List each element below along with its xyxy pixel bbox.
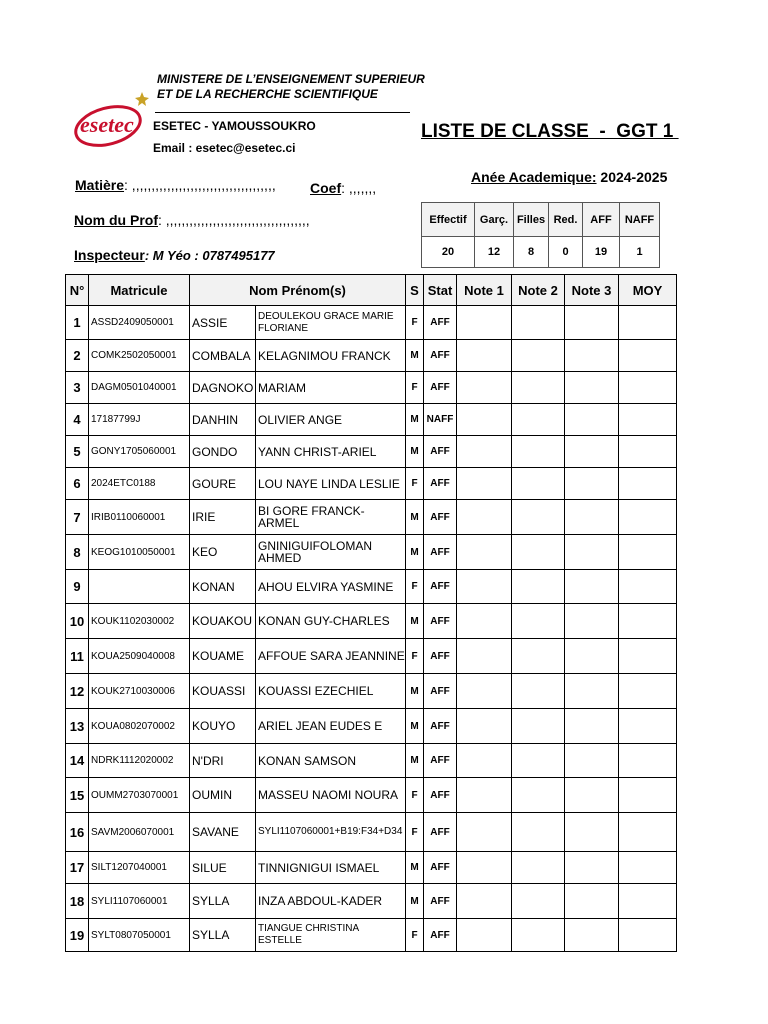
row-matricule: KEOG1010050001 bbox=[89, 535, 190, 570]
row-note1[interactable] bbox=[457, 500, 512, 535]
table-row bbox=[66, 535, 677, 570]
header-divider bbox=[155, 112, 410, 113]
row-note1[interactable] bbox=[457, 340, 512, 372]
row-note2[interactable] bbox=[512, 372, 565, 404]
row-sexe: M bbox=[406, 535, 424, 570]
table-row bbox=[66, 372, 677, 404]
row-nom: SAVANE bbox=[190, 813, 256, 852]
row-sexe: F bbox=[406, 778, 424, 813]
row-stat: AFF bbox=[424, 306, 457, 340]
row-sexe: F bbox=[406, 639, 424, 674]
row-prenoms: LOU NAYE LINDA LESLIE bbox=[256, 468, 406, 500]
table-row bbox=[66, 604, 677, 639]
row-note3[interactable] bbox=[565, 852, 619, 884]
row-number: 11 bbox=[66, 639, 89, 674]
row-note2[interactable] bbox=[512, 306, 565, 340]
row-note3[interactable] bbox=[565, 919, 619, 952]
row-note1[interactable] bbox=[457, 884, 512, 919]
row-prenoms: BI GORE FRANCK-ARMEL bbox=[256, 500, 406, 535]
row-number: 3 bbox=[66, 372, 89, 404]
table-row bbox=[66, 852, 677, 884]
matiere-value: : ,,,,,,,,,,,,,,,,,,,,,,,,,,,,,,,,,,,,, bbox=[124, 177, 276, 193]
row-matricule: 2024ETC0188 bbox=[89, 468, 190, 500]
row-stat: AFF bbox=[424, 500, 457, 535]
table-row bbox=[66, 639, 677, 674]
row-moy[interactable] bbox=[619, 639, 677, 674]
table-row bbox=[66, 436, 677, 468]
row-stat: AFF bbox=[424, 778, 457, 813]
row-prenoms: MARIAM bbox=[256, 372, 406, 404]
row-stat: AFF bbox=[424, 639, 457, 674]
row-moy[interactable] bbox=[619, 852, 677, 884]
row-note2[interactable] bbox=[512, 709, 565, 744]
stats-header-redoublants: Red. bbox=[549, 203, 583, 237]
row-matricule: SYLI1107060001 bbox=[89, 884, 190, 919]
academic-year-label: Anée Academique: bbox=[471, 169, 597, 185]
roster-header-row bbox=[66, 275, 677, 306]
row-nom: SYLLA bbox=[190, 919, 256, 952]
inspecteur-field bbox=[74, 247, 275, 263]
stats-value-naff: 1 bbox=[620, 237, 660, 268]
row-prenoms: KONAN GUY-CHARLES bbox=[256, 604, 406, 639]
inspecteur-value: : M Yéo : 0787495177 bbox=[144, 248, 275, 263]
row-note1[interactable] bbox=[457, 639, 512, 674]
col-header-numero: N° bbox=[66, 275, 89, 306]
row-matricule: 17187799J bbox=[89, 404, 190, 436]
table-row bbox=[66, 468, 677, 500]
row-number: 18 bbox=[66, 884, 89, 919]
row-prenoms: TINNIGNIGUI ISMAEL bbox=[256, 852, 406, 884]
col-header-sexe: S bbox=[406, 275, 424, 306]
inspecteur-label: Inspecteur bbox=[74, 247, 145, 263]
row-number: 5 bbox=[66, 436, 89, 468]
table-row bbox=[66, 813, 677, 852]
row-moy[interactable] bbox=[619, 813, 677, 852]
row-note3[interactable] bbox=[565, 709, 619, 744]
row-nom: N'DRI bbox=[190, 744, 256, 778]
row-prenoms: KONAN SAMSON bbox=[256, 744, 406, 778]
row-sexe: M bbox=[406, 340, 424, 372]
coef-value: : ,,,,,,, bbox=[341, 180, 377, 196]
row-moy[interactable] bbox=[619, 709, 677, 744]
col-header-note1: Note 1 bbox=[457, 275, 512, 306]
row-prenoms: SYLI1107060001+B19:F34+D34 bbox=[256, 813, 406, 852]
row-note3[interactable] bbox=[565, 306, 619, 340]
row-nom: ASSIE bbox=[190, 306, 256, 340]
row-note3[interactable] bbox=[565, 340, 619, 372]
row-stat: AFF bbox=[424, 884, 457, 919]
row-nom: SILUE bbox=[190, 852, 256, 884]
row-number: 1 bbox=[66, 306, 89, 340]
row-nom: KOUAKOU bbox=[190, 604, 256, 639]
row-nom: KONAN bbox=[190, 570, 256, 604]
row-prenoms: MASSEU NAOMI NOURA bbox=[256, 778, 406, 813]
logo-wordmark: esetec bbox=[80, 112, 134, 137]
row-note3[interactable] bbox=[565, 500, 619, 535]
ministry-header bbox=[157, 72, 425, 102]
row-note1[interactable] bbox=[457, 372, 512, 404]
row-moy[interactable] bbox=[619, 604, 677, 639]
table-row bbox=[66, 500, 677, 535]
class-roster-table bbox=[65, 274, 677, 952]
row-note2[interactable] bbox=[512, 919, 565, 952]
row-moy[interactable] bbox=[619, 919, 677, 952]
row-stat: AFF bbox=[424, 604, 457, 639]
row-stat: AFF bbox=[424, 436, 457, 468]
row-sexe: M bbox=[406, 436, 424, 468]
row-nom: KOUYO bbox=[190, 709, 256, 744]
row-note3[interactable] bbox=[565, 639, 619, 674]
row-note1[interactable] bbox=[457, 674, 512, 709]
table-row bbox=[66, 404, 677, 436]
col-header-moy: MOY bbox=[619, 275, 677, 306]
stats-header-filles: Filles bbox=[514, 203, 549, 237]
row-stat: AFF bbox=[424, 852, 457, 884]
row-note1[interactable] bbox=[457, 813, 512, 852]
row-note1[interactable] bbox=[457, 468, 512, 500]
row-note1[interactable] bbox=[457, 744, 512, 778]
row-sexe: F bbox=[406, 919, 424, 952]
row-stat: AFF bbox=[424, 372, 457, 404]
row-nom: SYLLA bbox=[190, 884, 256, 919]
row-note3[interactable] bbox=[565, 604, 619, 639]
row-sexe: F bbox=[406, 813, 424, 852]
stats-value-aff: 19 bbox=[583, 237, 620, 268]
table-row bbox=[66, 674, 677, 709]
prof-label: Nom du Prof bbox=[74, 212, 158, 228]
row-stat: AFF bbox=[424, 813, 457, 852]
row-note2[interactable] bbox=[512, 468, 565, 500]
row-sexe: M bbox=[406, 500, 424, 535]
row-moy[interactable] bbox=[619, 570, 677, 604]
row-prenoms: KELAGNIMOU FRANCK bbox=[256, 340, 406, 372]
row-matricule: SILT1207040001 bbox=[89, 852, 190, 884]
stats-value-garcons: 12 bbox=[475, 237, 514, 268]
row-note3[interactable] bbox=[565, 468, 619, 500]
row-note3[interactable] bbox=[565, 884, 619, 919]
school-name: ESETEC - YAMOUSSOUKRO bbox=[153, 119, 316, 133]
row-note2[interactable] bbox=[512, 778, 565, 813]
coef-label: Coef bbox=[310, 180, 342, 196]
table-row bbox=[66, 919, 677, 952]
row-stat: AFF bbox=[424, 340, 457, 372]
col-header-stat: Stat bbox=[424, 275, 457, 306]
stats-header-effectif: Effectif bbox=[422, 203, 475, 237]
row-note2[interactable] bbox=[512, 674, 565, 709]
row-moy[interactable] bbox=[619, 306, 677, 340]
row-note3[interactable] bbox=[565, 535, 619, 570]
row-matricule: SAVM2006070001 bbox=[89, 813, 190, 852]
table-row bbox=[66, 340, 677, 372]
academic-year bbox=[471, 169, 667, 185]
row-note1[interactable] bbox=[457, 404, 512, 436]
col-header-note3: Note 3 bbox=[565, 275, 619, 306]
row-moy[interactable] bbox=[619, 778, 677, 813]
row-stat: AFF bbox=[424, 744, 457, 778]
row-matricule: ASSD2409050001 bbox=[89, 306, 190, 340]
row-sexe: M bbox=[406, 884, 424, 919]
row-matricule: KOUA2509040008 bbox=[89, 639, 190, 674]
row-moy[interactable] bbox=[619, 500, 677, 535]
prof-field bbox=[74, 212, 310, 228]
row-stat: AFF bbox=[424, 535, 457, 570]
row-number: 13 bbox=[66, 709, 89, 744]
row-moy[interactable] bbox=[619, 372, 677, 404]
row-matricule: KOUK1102030002 bbox=[89, 604, 190, 639]
row-prenoms: TIANGUE CHRISTINA ESTELLE bbox=[256, 919, 406, 952]
table-row bbox=[66, 306, 677, 340]
row-note1[interactable] bbox=[457, 570, 512, 604]
row-prenoms: AFFOUE SARA JEANNINE bbox=[256, 639, 406, 674]
row-note3[interactable] bbox=[565, 436, 619, 468]
row-number: 12 bbox=[66, 674, 89, 709]
row-number: 16 bbox=[66, 813, 89, 852]
row-note2[interactable] bbox=[512, 884, 565, 919]
row-nom: COMBALA bbox=[190, 340, 256, 372]
stats-header-naff: NAFF bbox=[620, 203, 660, 237]
row-note3[interactable] bbox=[565, 778, 619, 813]
row-sexe: F bbox=[406, 306, 424, 340]
ministry-line-1: MINISTERE DE L’ENSEIGNEMENT SUPERIEUR bbox=[157, 72, 425, 86]
row-stat: NAFF bbox=[424, 404, 457, 436]
row-moy[interactable] bbox=[619, 404, 677, 436]
stats-header-garcons: Garç. bbox=[475, 203, 514, 237]
row-nom: KOUASSI bbox=[190, 674, 256, 709]
table-row bbox=[66, 709, 677, 744]
row-note3[interactable] bbox=[565, 570, 619, 604]
matiere-field bbox=[75, 177, 276, 193]
stats-value-redoublants: 0 bbox=[549, 237, 583, 268]
row-note2[interactable] bbox=[512, 500, 565, 535]
table-row bbox=[66, 778, 677, 813]
row-note3[interactable] bbox=[565, 372, 619, 404]
row-number: 6 bbox=[66, 468, 89, 500]
row-note1[interactable] bbox=[457, 852, 512, 884]
row-note2[interactable] bbox=[512, 813, 565, 852]
row-matricule: IRIB0110060001 bbox=[89, 500, 190, 535]
row-sexe: F bbox=[406, 570, 424, 604]
matiere-label: Matière bbox=[75, 177, 125, 193]
stats-value-filles: 8 bbox=[514, 237, 549, 268]
row-note1[interactable] bbox=[457, 436, 512, 468]
row-note1[interactable] bbox=[457, 535, 512, 570]
row-note3[interactable] bbox=[565, 404, 619, 436]
row-note2[interactable] bbox=[512, 852, 565, 884]
row-prenoms: INZA ABDOUL-KADER bbox=[256, 884, 406, 919]
row-nom: OUMIN bbox=[190, 778, 256, 813]
ministry-line-2: ET DE LA RECHERCHE SCIENTIFIQUE bbox=[157, 87, 378, 101]
row-sexe: F bbox=[406, 372, 424, 404]
coef-field bbox=[310, 180, 376, 196]
row-sexe: M bbox=[406, 604, 424, 639]
row-number: 19 bbox=[66, 919, 89, 952]
row-note2[interactable] bbox=[512, 570, 565, 604]
row-note2[interactable] bbox=[512, 436, 565, 468]
academic-year-value: 2024-2025 bbox=[596, 169, 668, 185]
row-number: 2 bbox=[66, 340, 89, 372]
row-matricule: GONY1705060001 bbox=[89, 436, 190, 468]
row-prenoms: DEOULEKOU GRACE MARIE FLORIANE bbox=[256, 306, 406, 340]
row-prenoms: YANN CHRIST-ARIEL bbox=[256, 436, 406, 468]
col-header-matricule: Matricule bbox=[89, 275, 190, 306]
row-matricule: OUMM2703070001 bbox=[89, 778, 190, 813]
esetec-logo bbox=[70, 88, 152, 160]
col-header-nom-prenoms: Nom Prénom(s) bbox=[190, 275, 406, 306]
row-nom: IRIE bbox=[190, 500, 256, 535]
row-nom: DAGNOKO bbox=[190, 372, 256, 404]
row-matricule: KOUA0802070002 bbox=[89, 709, 190, 744]
row-matricule bbox=[89, 570, 190, 604]
row-matricule: NDRK1112020002 bbox=[89, 744, 190, 778]
row-sexe: M bbox=[406, 709, 424, 744]
row-nom: DANHIN bbox=[190, 404, 256, 436]
row-note3[interactable] bbox=[565, 674, 619, 709]
row-moy[interactable] bbox=[619, 340, 677, 372]
row-sexe: M bbox=[406, 404, 424, 436]
row-matricule: DAGM0501040001 bbox=[89, 372, 190, 404]
row-note3[interactable] bbox=[565, 813, 619, 852]
row-moy[interactable] bbox=[619, 535, 677, 570]
class-stats-table bbox=[421, 202, 660, 268]
row-number: 14 bbox=[66, 744, 89, 778]
prof-value: : ,,,,,,,,,,,,,,,,,,,,,,,,,,,,,,,,,,,,, bbox=[158, 212, 310, 228]
row-nom: GONDO bbox=[190, 436, 256, 468]
row-number: 4 bbox=[66, 404, 89, 436]
row-prenoms: OLIVIER ANGE bbox=[256, 404, 406, 436]
row-moy[interactable] bbox=[619, 884, 677, 919]
stats-header-aff: AFF bbox=[583, 203, 620, 237]
row-note2[interactable] bbox=[512, 639, 565, 674]
table-row bbox=[66, 884, 677, 919]
row-note2[interactable] bbox=[512, 604, 565, 639]
stats-value-effectif: 20 bbox=[422, 237, 475, 268]
row-number: 15 bbox=[66, 778, 89, 813]
row-stat: AFF bbox=[424, 674, 457, 709]
school-email: Email : esetec@esetec.ci bbox=[153, 141, 296, 155]
row-prenoms: AHOU ELVIRA YASMINE bbox=[256, 570, 406, 604]
row-note1[interactable] bbox=[457, 778, 512, 813]
row-moy[interactable] bbox=[619, 674, 677, 709]
row-stat: AFF bbox=[424, 709, 457, 744]
page-title: LISTE DE CLASSE - GGT 1 bbox=[421, 121, 679, 142]
table-row bbox=[66, 570, 677, 604]
row-number: 8 bbox=[66, 535, 89, 570]
row-prenoms: GNINIGUIFOLOMAN AHMED bbox=[256, 535, 406, 570]
row-note3[interactable] bbox=[565, 744, 619, 778]
row-matricule: COMK2502050001 bbox=[89, 340, 190, 372]
row-moy[interactable] bbox=[619, 744, 677, 778]
row-matricule: KOUK2710030006 bbox=[89, 674, 190, 709]
row-number: 7 bbox=[66, 500, 89, 535]
row-nom: KEO bbox=[190, 535, 256, 570]
row-sexe: F bbox=[406, 468, 424, 500]
row-note1[interactable] bbox=[457, 709, 512, 744]
row-matricule: SYLT0807050001 bbox=[89, 919, 190, 952]
row-stat: AFF bbox=[424, 570, 457, 604]
row-moy[interactable] bbox=[619, 468, 677, 500]
row-number: 10 bbox=[66, 604, 89, 639]
row-note2[interactable] bbox=[512, 535, 565, 570]
row-sexe: M bbox=[406, 744, 424, 778]
row-sexe: M bbox=[406, 852, 424, 884]
row-number: 9 bbox=[66, 570, 89, 604]
row-nom: KOUAME bbox=[190, 639, 256, 674]
row-stat: AFF bbox=[424, 919, 457, 952]
row-number: 17 bbox=[66, 852, 89, 884]
row-note1[interactable] bbox=[457, 919, 512, 952]
row-nom: GOURE bbox=[190, 468, 256, 500]
row-note1[interactable] bbox=[457, 604, 512, 639]
row-moy[interactable] bbox=[619, 436, 677, 468]
table-row bbox=[66, 744, 677, 778]
row-prenoms: ARIEL JEAN EUDES E bbox=[256, 709, 406, 744]
row-note1[interactable] bbox=[457, 306, 512, 340]
row-sexe: M bbox=[406, 674, 424, 709]
col-header-note2: Note 2 bbox=[512, 275, 565, 306]
row-prenoms: KOUASSI EZECHIEL bbox=[256, 674, 406, 709]
row-note2[interactable] bbox=[512, 340, 565, 372]
row-note2[interactable] bbox=[512, 744, 565, 778]
row-note2[interactable] bbox=[512, 404, 565, 436]
row-stat: AFF bbox=[424, 468, 457, 500]
